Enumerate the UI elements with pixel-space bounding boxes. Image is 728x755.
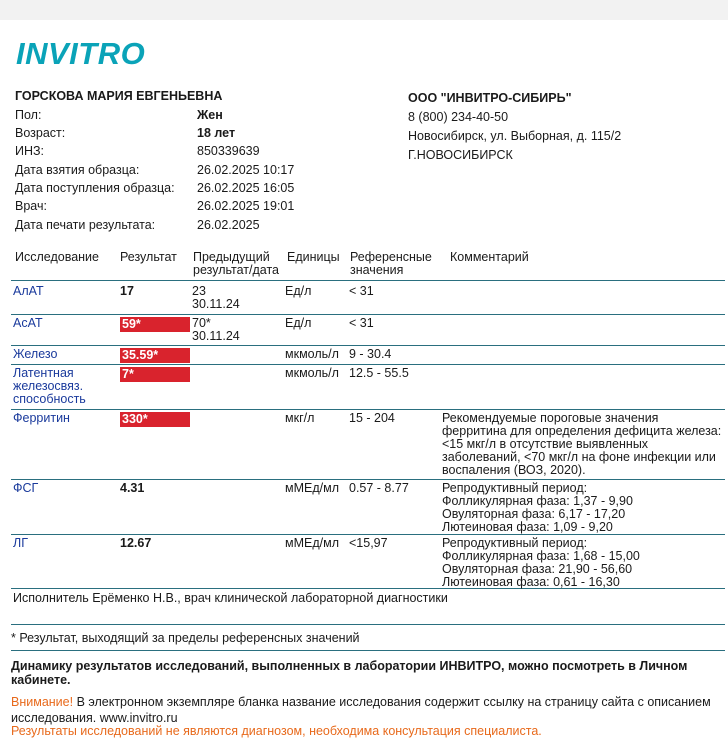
info-label: Дата поступления образца: <box>15 181 175 195</box>
org-address: Новосибирск, ул. Выборная, д. 115/2 <box>408 129 622 143</box>
result-value-flagged: 7* <box>120 367 190 382</box>
patient-name: ГОРСКОВА МАРИЯ ЕВГЕНЬЕВНА <box>15 89 223 103</box>
result-value: 12.67 <box>120 536 152 550</box>
reference-range: < 31 <box>349 284 374 298</box>
previous-result: 23 30.11.24 <box>192 284 240 311</box>
units: мкмоль/л <box>285 347 339 361</box>
info-row-sex <box>15 108 395 126</box>
info-label: Пол: <box>15 108 42 122</box>
info-value: 26.02.2025 10:17 <box>197 163 295 177</box>
org-phone: 8 (800) 234-40-50 <box>408 110 509 124</box>
reference-range: 0.57 - 8.77 <box>349 481 409 495</box>
result-value-flagged: 330* <box>120 412 190 427</box>
table-row <box>11 315 725 346</box>
table-row <box>11 410 725 480</box>
study-link[interactable]: ЛГ <box>13 536 28 550</box>
info-row-sample-received <box>15 181 395 199</box>
study-link[interactable]: Железо <box>13 347 58 361</box>
info-row-doctor <box>15 199 395 217</box>
header-previous: Предыдущий результат/дата <box>193 250 279 277</box>
table-header-divider <box>11 280 725 281</box>
reference-range: 12.5 - 55.5 <box>349 366 409 380</box>
result-value-flagged: 59* <box>120 317 190 332</box>
units: Ед/л <box>285 284 312 298</box>
info-row-sample-taken <box>15 163 395 181</box>
invitro-logo: INVITRO <box>16 36 146 71</box>
warning-notice <box>11 694 726 726</box>
reference-range: 9 - 30.4 <box>349 347 392 361</box>
info-value: 26.02.2025 <box>197 218 260 232</box>
info-value: 26.02.2025 16:05 <box>197 181 295 195</box>
units: Ед/л <box>285 316 312 330</box>
footer-divider <box>11 650 725 651</box>
info-label: ИНЗ: <box>15 144 45 158</box>
info-label: Врач: <box>15 199 47 213</box>
table-row <box>11 283 725 315</box>
dynamics-notice: Динамику результатов исследований, выполненных в лаборатории ИНВИТРО, можно посмотреть в Личном кабинете. <box>11 659 688 687</box>
comment: Репродуктивный период: Фолликулярная фаза: 1,37 - 9,90 Овуляторная фаза: 6,17 - 17,20 Лютеиновая фаза: 1,09 - 9,20 <box>442 481 633 534</box>
disclaimer: Результаты исследований не являются диагнозом, необходима консультация специалиста. <box>11 724 542 738</box>
org-city: Г.НОВОСИБИРСК <box>408 148 513 162</box>
study-link[interactable]: ФСГ <box>13 481 39 495</box>
org-block <box>408 89 621 165</box>
info-label: Дата взятия образца: <box>15 163 140 177</box>
result-value-flagged: 35.59* <box>120 348 190 363</box>
reference-range: <15,97 <box>349 536 388 550</box>
warning-label: Внимание! <box>11 695 74 709</box>
top-bar <box>0 0 728 20</box>
warning-text: В электронном экземпляре бланка название исследования содержит ссылку на страницу сайта с описанием исследования. www.invitro.ru <box>11 695 711 725</box>
footnote: * Результат, выходящий за пределы референсных значений <box>11 631 360 645</box>
info-value: 850339639 <box>197 144 260 158</box>
previous-result: 70* 30.11.24 <box>192 316 240 343</box>
result-value: 4.31 <box>120 481 145 495</box>
org-name: ООО "ИНВИТРО-СИБИРЬ" <box>408 91 572 105</box>
info-value: 18 лет <box>197 126 236 140</box>
table-row <box>11 535 725 589</box>
info-value: Жен <box>197 108 223 122</box>
units: мМЕд/мл <box>285 481 339 495</box>
study-link[interactable]: Ферритин <box>13 411 70 425</box>
header-comment: Комментарий <box>450 250 529 264</box>
table-row <box>11 346 725 365</box>
info-row-age <box>15 126 395 144</box>
executor-line: Исполнитель Ерёменко Н.В., врач клинической лабораторной диагностики <box>13 591 448 605</box>
units: мМЕд/мл <box>285 536 339 550</box>
info-value: 26.02.2025 19:01 <box>197 199 295 213</box>
units: мкмоль/л <box>285 366 339 380</box>
info-row-print-date <box>15 218 395 236</box>
reference-range: 15 - 204 <box>349 411 395 425</box>
header-reference: Референсные значения <box>350 250 432 277</box>
units: мкг/л <box>285 411 315 425</box>
study-link[interactable]: АлАТ <box>13 284 44 298</box>
table-row <box>11 480 725 535</box>
info-label: Дата печати результата: <box>15 218 156 232</box>
header-result: Результат <box>120 250 177 264</box>
study-link[interactable]: АсАТ <box>13 316 43 330</box>
header-study: Исследование <box>15 250 99 264</box>
info-row-inz <box>15 144 395 162</box>
info-label: Возраст: <box>15 126 66 140</box>
header-units: Единицы <box>287 250 340 264</box>
study-link[interactable]: Латентная железосвяз. способность <box>13 366 86 406</box>
result-value: 17 <box>120 284 134 298</box>
footer-divider <box>11 624 725 625</box>
comment: Репродуктивный период: Фолликулярная фаза: 1,68 - 15,00 Овуляторная фаза: 21,90 - 56,60 Лютеиновая фаза: 0,61 - 16,30 <box>442 536 640 589</box>
comment: Рекомендуемые пороговые значения ферритина для определения дефицита железа: <15 мкг/л в отсутствие выявленных заболеваний, <70 мкг/л на фоне инфекции или воспаления (ВОЗ, 2020). <box>442 411 722 477</box>
table-row <box>11 365 725 410</box>
reference-range: < 31 <box>349 316 374 330</box>
